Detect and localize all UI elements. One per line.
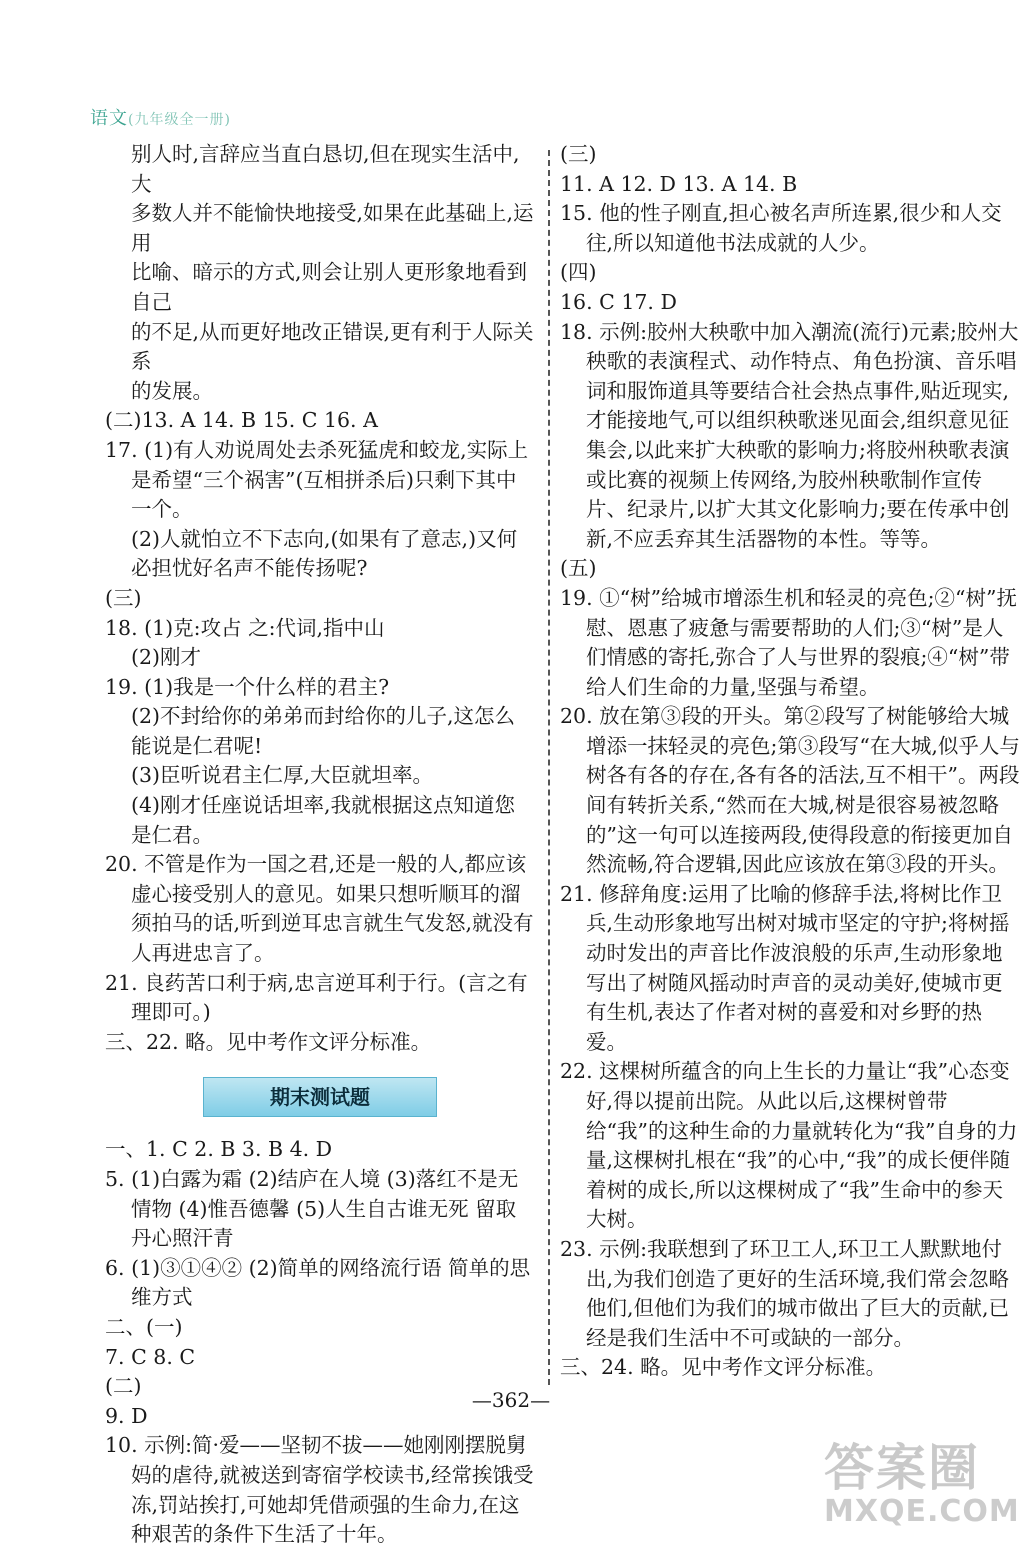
answer-line: 15. 他的性子刚直,担心被名声所连累,很少和人交往,所以知道他书法成就的人少。 bbox=[560, 201, 1002, 255]
answer-line: 的发展。 bbox=[131, 378, 213, 403]
answer-line: (二) bbox=[105, 1374, 142, 1399]
answer-line: (三) bbox=[560, 142, 597, 166]
watermark-logo bbox=[824, 1428, 1020, 1529]
answer-line: 一、1. C 2. B 3. B 4. D bbox=[105, 1137, 333, 1162]
answer-line: (三) bbox=[105, 585, 142, 610]
answer-line: 5. (1)白露为霜 (2)结庐在人境 (3)落红不是无情物 (4)惟吾德馨 (5)人生自古谁无死 留取丹心照汗青 bbox=[105, 1167, 519, 1251]
answer-line: 6. (1)③①④② (2)简单的网络流行语 简单的思维方式 bbox=[105, 1255, 531, 1310]
answer-line: (2)人就怕立不下志向,(如果有了意志,)又何必担忧好名声不能传扬呢? bbox=[131, 526, 518, 581]
header-subtitle: (九年级全一册) bbox=[128, 112, 231, 128]
answer-line: 19. ①“树”给城市增添生机和轻灵的亮色;②“树”抚慰、恩惠了疲惫与需要帮助的人们;③“树”是人们情感的寄托,弥合了人与世界的裂痕;④“树”带给人们生命的力量,坚强与希望。 bbox=[560, 585, 1017, 699]
column-divider bbox=[548, 150, 550, 1385]
answer-line: 18. (1)克:攻占 之:代词,指中山 bbox=[105, 615, 385, 640]
answer-line: 7. C 8. C bbox=[105, 1344, 196, 1369]
answer-line: 二、(一) bbox=[105, 1314, 183, 1339]
answer-line: (二)13. A 14. B 15. C 16. A bbox=[105, 408, 378, 433]
answer-line: (四) bbox=[560, 260, 597, 285]
answer-line: 多数人并不能愉快地接受,如果在此基础上,运用 bbox=[131, 201, 534, 255]
answer-line: (五) bbox=[560, 556, 597, 581]
page-number: —362— bbox=[471, 1388, 551, 1412]
answer-line: 21. 良药苦口利于病,忠言逆耳利于行。(言之有理即可。) bbox=[105, 970, 528, 1025]
answer-line: 16. C 17. D bbox=[560, 289, 677, 314]
answer-line: 三、22. 略。见中考作文评分标准。 bbox=[105, 1029, 432, 1054]
answer-line: 21. 修辞角度:运用了比喻的修辞手法,将树比作卫兵,生动形象地写出树对城市坚定的守护;将树摇动时发出的声音比作波浪般的乐声,生动形象地写出了树随风摇动时声音的灵动美好,使城市更有生机,表达了作者对树的喜爱和对乡野的热爱。 bbox=[560, 881, 1010, 1054]
answer-line: 18. 示例:胶州大秧歌中加入潮流(流行)元素;胶州大秧歌的表演程式、动作特点、角色扮演、音乐唱词和服饰道具等要结合社会热点事件,贴近现实,才能接地气,可以组织秧歌迷见面会,组织意见征集会,以此来扩大秧歌的影响力;将胶州秧歌表演或比赛的视频上传网络,为胶州秧歌制作宣传片、纪录片,以扩大其文化影响力;要在传承中创新,不应丢弃其生活器物的本性。等等。 bbox=[560, 319, 1019, 551]
section-banner-final-test: 期末测试题 bbox=[203, 1077, 437, 1117]
answer-line: 9. D bbox=[105, 1403, 148, 1428]
answer-line: 11. A 12. D 13. A 14. B bbox=[560, 171, 798, 196]
watermark-text: 答案圈 bbox=[824, 1439, 980, 1497]
answer-line: 20. 放在第③段的开头。第②段写了树能够给大城增添一抹轻灵的亮色;第③段写“在大城,似乎人与树各有各的存在,各有各的活法,互不相干”。两段间有转折关系,“然而在大城,树是很容易被忽略的”这一句可以连接两段,使得段意的衔接更加自然流畅,符合逻辑,因此应该放在第③段的开头。 bbox=[560, 704, 1020, 877]
watermark-url: MXQE.COM bbox=[824, 1494, 1020, 1529]
answer-line: (2)不封给你的弟弟而封给你的儿子,这怎么能说是仁君呢! bbox=[131, 704, 516, 758]
running-header bbox=[90, 104, 231, 130]
answer-line: 22. 这棵树所蕴含的向上生长的力量让“我”心态变好,得以提前出院。从此以后,这棵树曾带给“我”的这种生命的力量就转化为“我”自身的力量,这棵树扎根在“我”的心中,“我”的成长便伴随着树的成长,所以这棵树成了“我”生命中的参天大树。 bbox=[560, 1059, 1018, 1232]
right-column bbox=[560, 140, 1020, 1383]
answer-line: 别人时,言辞应当直白恳切,但在现实生活中,大 bbox=[131, 142, 520, 196]
left-answers-part-1 bbox=[105, 140, 535, 1057]
answer-line: 的不足,从而更好地改正错误,更有利于人际关系 bbox=[131, 319, 534, 374]
answer-line: (2)刚才 bbox=[131, 645, 202, 670]
left-answers-part-2 bbox=[105, 1135, 535, 1549]
answer-line: 23. 示例:我联想到了环卫工人,环卫工人默默地付出,为我们创造了更好的生活环境,我们常会忽略他们,但他们为我们的城市做出了巨大的贡献,已经是我们生活中不可或缺的一部分。 bbox=[560, 1236, 1010, 1350]
answer-line: 比喻、暗示的方式,则会让别人更形象地看到自己 bbox=[131, 260, 528, 314]
answer-line: 三、24. 略。见中考作文评分标准。 bbox=[560, 1355, 887, 1380]
answer-line: 10. 示例:简·爱——坚韧不拔——她刚刚摆脱舅妈的虐待,就被送到寄宿学校读书,经常挨饿受冻,罚站挨打,可她却凭借顽强的生命力,在这种艰苦的条件下生活了十年。 bbox=[105, 1433, 534, 1547]
answer-line: 20. 不管是作为一国之君,还是一般的人,都应该虚心接受别人的意见。如果只想听顺耳的溜须拍马的话,听到逆耳忠言就生气发怒,就没有人再进忠言了。 bbox=[105, 852, 534, 966]
header-title: 语文 bbox=[90, 108, 128, 129]
answer-line: 19. (1)我是一个什么样的君主? bbox=[105, 674, 390, 699]
answer-line: 17. (1)有人劝说周处去杀死猛虎和蛟龙,实际上是希望“三个祸害”(互相拼杀后)只剩下其中一个。 bbox=[105, 437, 529, 522]
answer-line: (3)臣听说君主仁厚,大臣就坦率。 bbox=[131, 763, 434, 788]
answer-line: (4)刚才任座说话坦率,我就根据这点知道您是仁君。 bbox=[131, 793, 516, 847]
left-column bbox=[105, 140, 535, 1550]
